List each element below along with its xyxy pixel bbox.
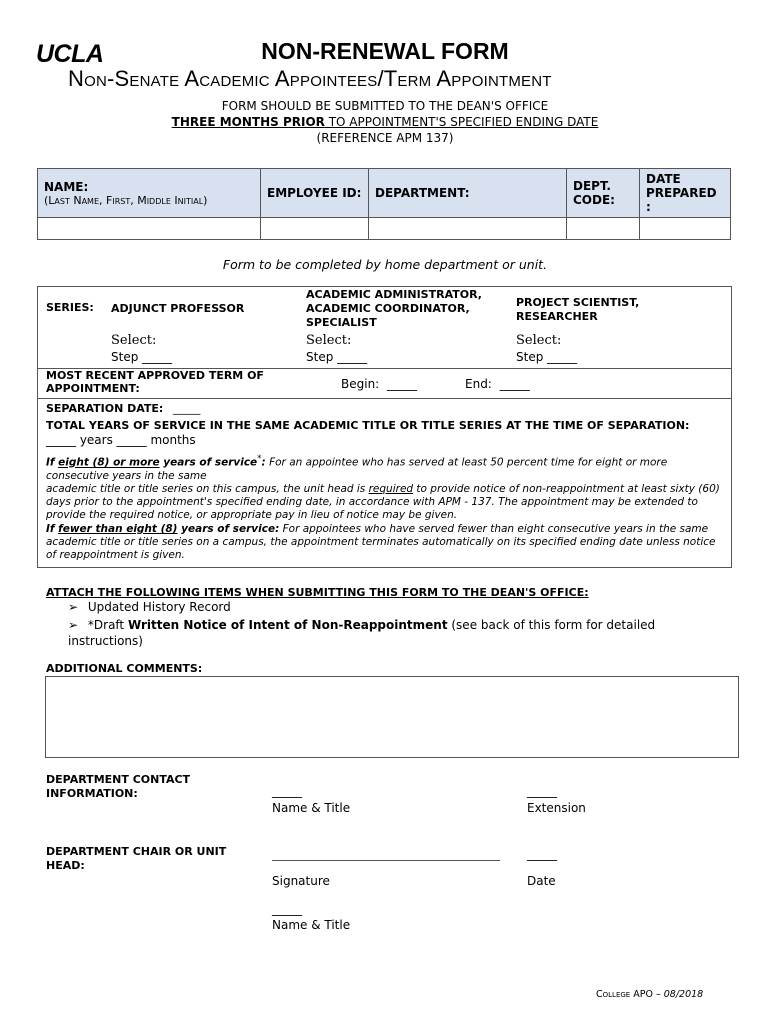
begin-label: Begin: — [341, 377, 380, 391]
footer-revision — [596, 989, 703, 1000]
chair-name-field[interactable]: _____ — [272, 902, 302, 916]
instruction-line-2 — [0, 115, 770, 129]
term-begin — [341, 377, 417, 391]
attach-item-2-post: (see back of this form for detailed instructions) — [68, 618, 656, 648]
end-field[interactable]: _____ — [499, 377, 530, 391]
department-field[interactable] — [369, 218, 567, 240]
form-title: NON-RENEWAL FORM — [261, 38, 509, 64]
signature-label: Signature — [272, 874, 330, 888]
eight-plus-text-2b: to provide notice of non-reappointment at least sixty (60) days prior to the appointment's specified ending date, in accordance with APM - 137. The appointment may be extended to provide the required notice, or appropriate pay in lieu of notice may be given. — [46, 482, 720, 521]
attach-item-2 — [68, 617, 708, 649]
three-months-prior: THREE MONTHS PRIOR — [171, 115, 325, 129]
completion-note: Form to be completed by home department or unit. — [222, 257, 548, 272]
term-end — [465, 377, 530, 391]
footer-apo: APO – — [630, 989, 664, 1000]
series-label: SERIES: — [46, 301, 94, 314]
step-3[interactable]: Step _____ — [516, 350, 578, 364]
dept-code-field[interactable] — [567, 218, 640, 240]
eight-plus-star: * — [257, 454, 262, 464]
total-years-field[interactable]: _____ years _____ months — [46, 433, 196, 447]
date-prepared-header: DATE PREPARED : — [640, 169, 731, 218]
name-field[interactable] — [38, 218, 261, 240]
end-label: End: — [465, 377, 492, 391]
contact-label: DEPARTMENT CONTACT INFORMATION: — [46, 773, 191, 800]
select-2[interactable]: Select: — [306, 333, 352, 348]
instruction-line-2-rest: TO APPOINTMENT'S SPECIFIED ENDING DATE — [324, 115, 599, 129]
employee-id-field[interactable] — [261, 218, 369, 240]
contact-extension-field[interactable]: _____ — [527, 784, 557, 798]
eight-plus-underline: eight (8) or more — [58, 456, 160, 469]
employee-id-header: EMPLOYEE ID: — [261, 169, 369, 218]
name-header — [38, 169, 261, 218]
eight-plus-colon: : — [261, 456, 266, 469]
ucla-logo: UCLA — [36, 40, 104, 68]
chair-date-field[interactable]: _____ — [527, 847, 557, 861]
attach-item-2-pre: *Draft — [87, 618, 128, 632]
eight-plus-text-2a: academic title or title series on this campus, the unit head is — [46, 482, 369, 495]
name-label: NAME: — [44, 179, 89, 194]
instruction-line-1: FORM SHOULD BE SUBMITTED TO THE DEAN'S OFFICE — [221, 99, 549, 113]
attach-heading: ATTACH THE FOLLOWING ITEMS WHEN SUBMITTING THIS FORM TO THE DEAN'S OFFICE: — [46, 586, 589, 599]
chair-name-title-label: Name & Title — [272, 918, 351, 932]
date-prepared-field[interactable] — [640, 218, 731, 240]
contact-extension-label: Extension — [527, 801, 586, 815]
eight-plus-heading: years of service — [159, 456, 258, 469]
attach-item-1 — [68, 600, 231, 614]
term-label: MOST RECENT APPROVED TERM OF APPOINTMENT: — [46, 369, 264, 395]
attach-item-2-bold: Written Notice of Intent of Non-Reappointment — [127, 618, 448, 632]
begin-field[interactable]: _____ — [387, 377, 418, 391]
comments-label: ADDITIONAL COMMENTS: — [46, 662, 203, 675]
step-1[interactable]: Step _____ — [111, 350, 173, 364]
footer-college: College — [596, 989, 631, 1000]
total-years-label: TOTAL YEARS OF SERVICE IN THE SAME ACADEMIC TITLE OR TITLE SERIES AT THE TIME OF SEPARATION: — [46, 419, 690, 432]
arrow-bullet-icon: ➢ — [68, 618, 79, 632]
select-3[interactable]: Select: — [516, 333, 562, 348]
fewer-heading: years of service: — [177, 523, 280, 535]
arrow-bullet-icon: ➢ — [68, 600, 79, 614]
eight-plus-if: If — [46, 456, 59, 469]
separation-date — [46, 402, 200, 415]
separation-date-field[interactable]: _____ — [172, 402, 201, 415]
fewer-text: For appointees who have served fewer than eight consecutive years in the same academic title or title series on a campus, the appointment terminates automatically on its specified ending date unless notice of reappointment is given. — [46, 523, 716, 561]
dept-code-header: DEPT. CODE: — [567, 169, 640, 218]
select-1[interactable]: Select: — [111, 333, 157, 348]
chair-date-label: Date — [527, 874, 556, 888]
contact-name-field[interactable]: _____ — [272, 784, 302, 798]
department-header: DEPARTMENT: — [369, 169, 567, 218]
signature-line[interactable] — [272, 860, 500, 861]
form-subtitle: Non-Senate Academic Appointees/Term Appointment — [68, 66, 552, 91]
series-project-scientist[interactable]: PROJECT SCIENTIST, RESEARCHER — [516, 296, 640, 323]
fewer-than-eight-note — [46, 523, 726, 562]
name-sublabel: (Last Name, First, Middle Initial) — [44, 193, 208, 207]
comments-box[interactable] — [45, 676, 739, 758]
fewer-if: If — [46, 523, 59, 535]
chair-label: DEPARTMENT CHAIR OR UNIT HEAD: — [46, 845, 227, 872]
fewer-underline: fewer than eight (8) — [58, 523, 178, 535]
footer-date: 08/2018 — [663, 989, 704, 1000]
employee-info-table — [37, 168, 731, 240]
instruction-line-3: (REFERENCE APM 137) — [316, 131, 454, 145]
series-adjunct-professor[interactable]: ADJUNCT PROFESSOR — [111, 302, 245, 315]
eight-plus-text-1: For an appointee who has served at least 50 percent time for eight or more consecutive years in the same — [46, 456, 668, 482]
separation-date-label: SEPARATION DATE: — [46, 402, 164, 415]
step-2[interactable]: Step _____ — [306, 350, 368, 364]
contact-name-title-label: Name & Title — [272, 801, 351, 815]
series-academic-administrator[interactable]: ACADEMIC ADMINISTRATOR, ACADEMIC COORDINATOR, SPECIALIST — [306, 288, 482, 329]
required-word: required — [368, 482, 414, 495]
attach-item-1-text: Updated History Record — [87, 600, 231, 614]
eight-plus-years-note — [46, 453, 726, 522]
